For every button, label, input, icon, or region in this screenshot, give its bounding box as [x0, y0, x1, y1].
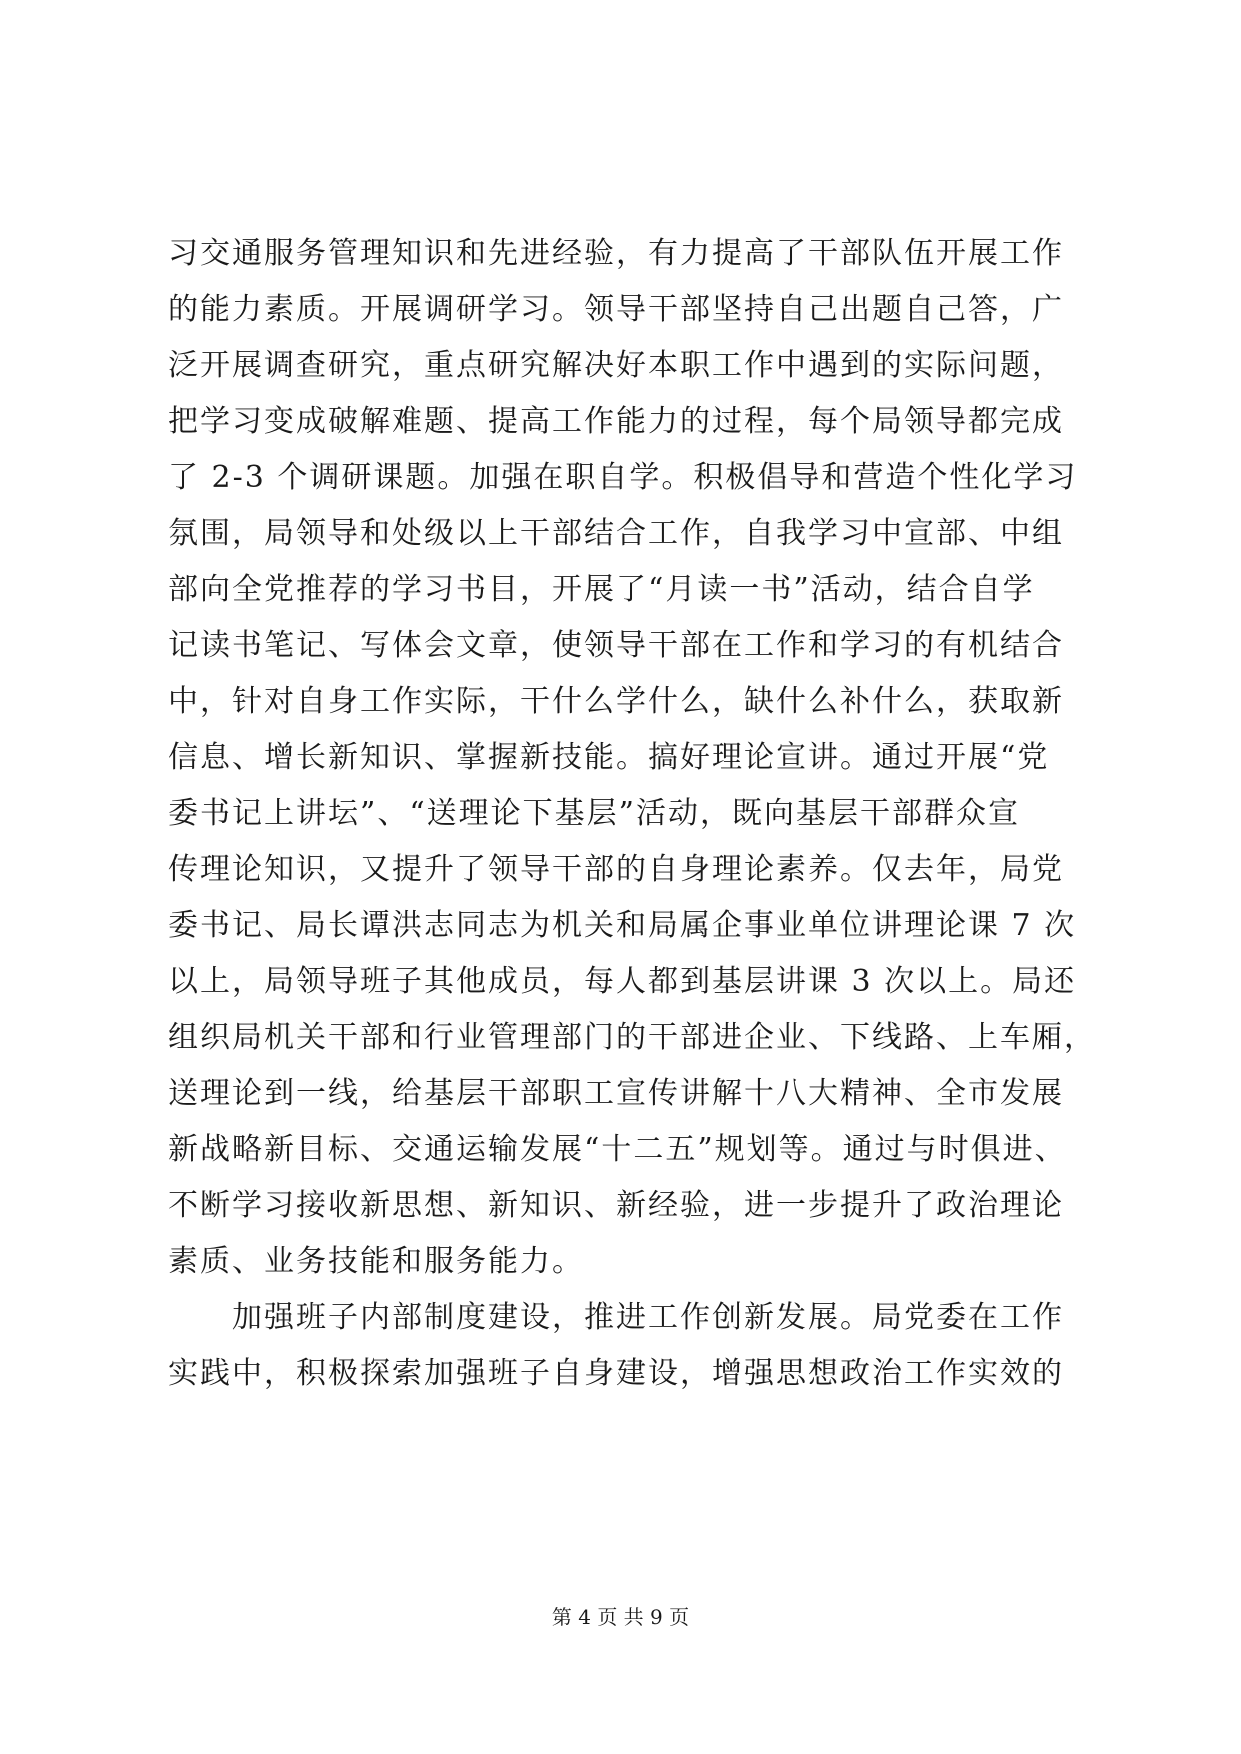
- text-line: 加强班子内部制度建设，推进工作创新发展。局党委在工作: [168, 1300, 1064, 1335]
- text-line: 组织局机关干部和行业管理部门的干部进企业、下线路、上车厢，: [168, 1020, 1096, 1055]
- text-line: 记读书笔记、写体会文章，使领导干部在工作和学习的有机结合: [168, 628, 1064, 663]
- text-line: 部向全党推荐的学习书目，开展了“月读一书”活动，结合自学: [168, 572, 1035, 607]
- text-line: 把学习变成破解难题、提高工作能力的过程，每个局领导都完成: [168, 404, 1064, 439]
- text-line: 不断学习接收新思想、新知识、新经验，进一步提升了政治理论: [168, 1188, 1064, 1223]
- text-line: 氛围，局领导和处级以上干部结合工作，自我学习中宣部、中组: [168, 516, 1064, 551]
- text-line: 了 2-3 个调研课题。加强在职自学。积极倡导和营造个性化学习: [168, 460, 1078, 495]
- text-line: 新战略新目标、交通运输发展“十二五”规划等。通过与时俱进、: [168, 1132, 1067, 1167]
- text-line: 泛开展调查研究，重点研究解决好本职工作中遇到的实际问题，: [168, 348, 1064, 383]
- text-line: 实践中，积极探索加强班子自身建设，增强思想政治工作实效的: [168, 1356, 1064, 1391]
- text-line: 传理论知识，又提升了领导干部的自身理论素养。仅去年，局党: [168, 852, 1064, 887]
- text-line: 信息、增长新知识、掌握新技能。搞好理论宣讲。通过开展“党: [168, 740, 1050, 775]
- text-line: 素质、业务技能和服务能力。: [168, 1244, 584, 1279]
- text-line: 送理论到一线，给基层干部职工宣传讲解十八大精神、全市发展: [168, 1076, 1064, 1111]
- text-line: 以上，局领导班子其他成员，每人都到基层讲课 3 次以上。局还: [168, 964, 1077, 999]
- text-line: 委书记、局长谭洪志同志为机关和局属企事业单位讲理论课 7 次: [168, 908, 1077, 943]
- text-line: 委书记上讲坛”、“送理论下基层”活动，既向基层干部群众宣: [168, 796, 1021, 831]
- text-line: 的能力素质。开展调研学习。领导干部坚持自己出题自己答，广: [168, 292, 1064, 327]
- text-line: 中，针对自身工作实际，干什么学什么，缺什么补什么，获取新: [168, 684, 1064, 719]
- page-number-footer: 第 4 页 共 9 页: [551, 1605, 690, 1629]
- text-line: 习交通服务管理知识和先进经验，有力提高了干部队伍开展工作: [168, 236, 1064, 271]
